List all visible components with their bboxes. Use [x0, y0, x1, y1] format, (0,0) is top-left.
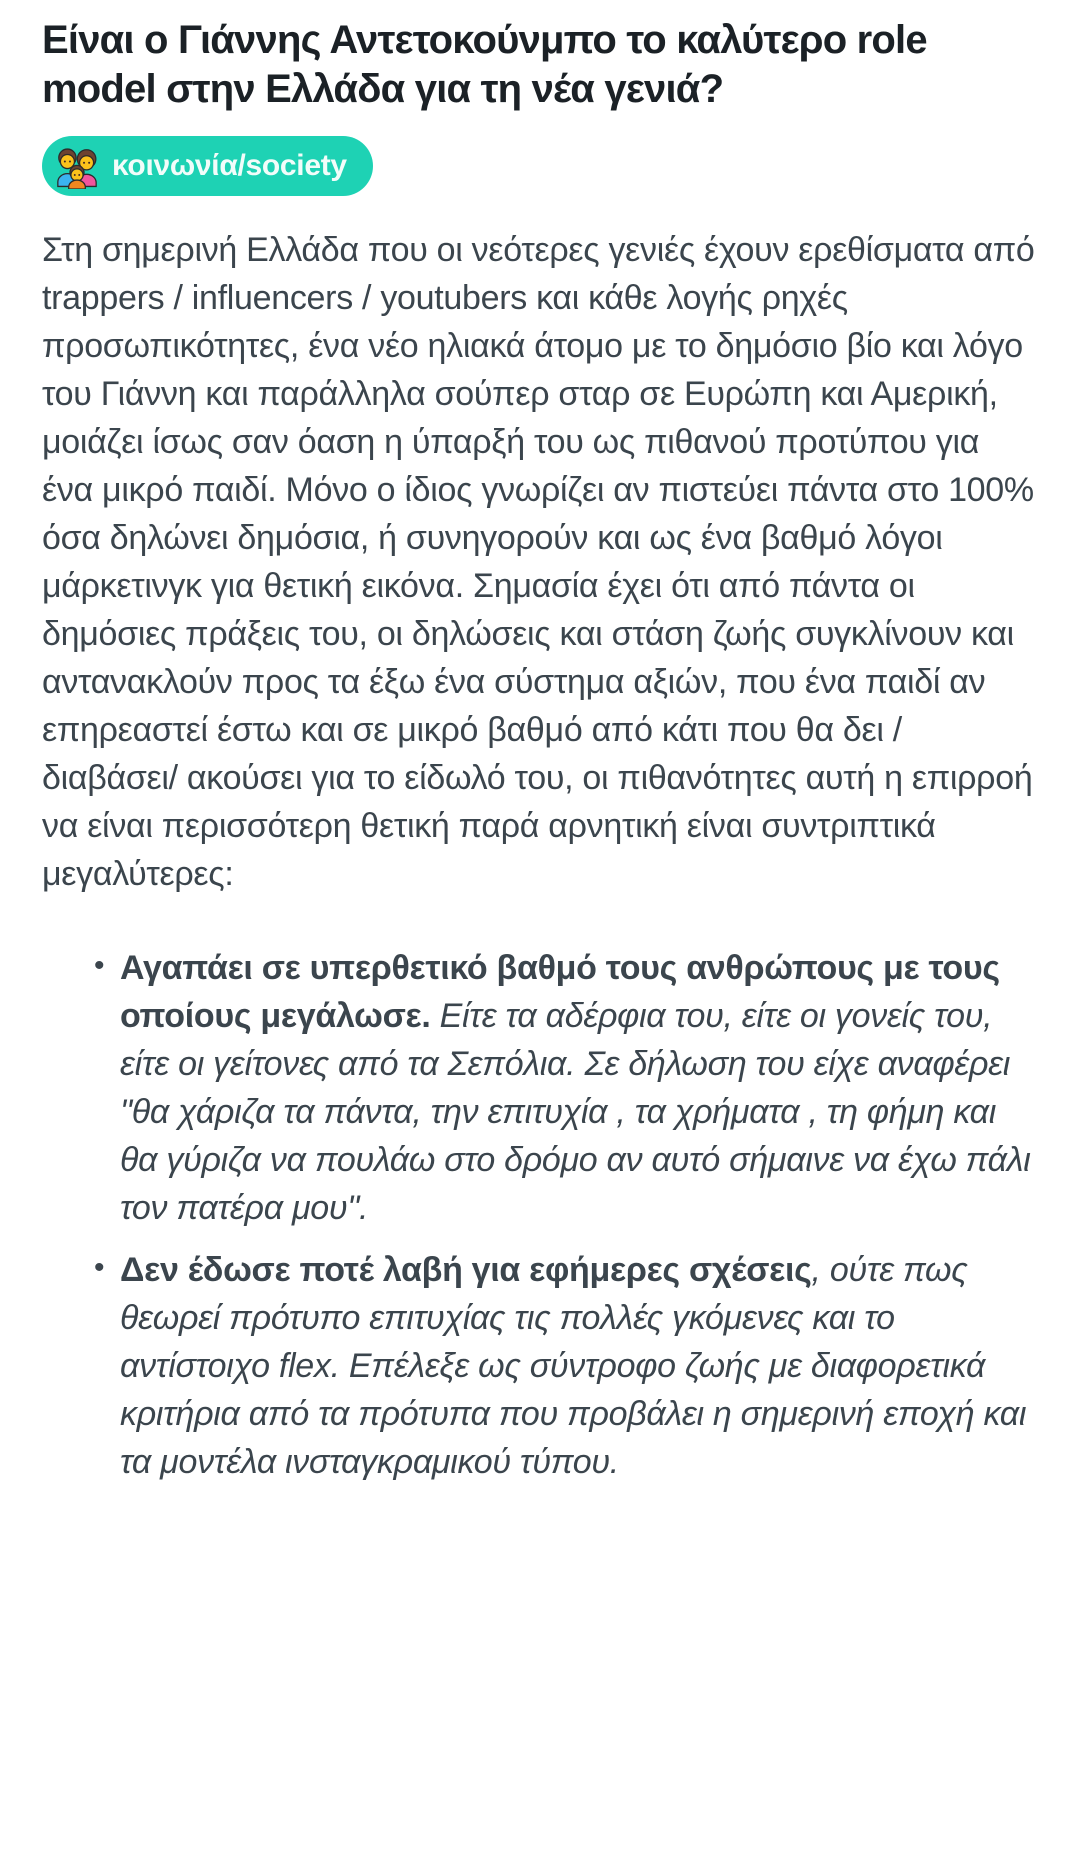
- bullet-1-italic-text: Είτε τα αδέρφια του, είτε οι γονείς του, είτε οι γείτονες από τα Σεπόλια. Σε δήλωση του είχε αναφέρει "θα χάριζα τα πάντα, την επιτυχία , τα χρήματα , τη φήμη και θα γύριζα να πουλάω στο δρόμο αν αυτό σήμαινε να έχω πάλι τον πατέρα μου".: [120, 997, 1031, 1227]
- community-badge-label: κοινωνία/society: [112, 149, 347, 182]
- family-emoji-icon: [54, 143, 100, 189]
- list-item: [94, 1246, 1038, 1486]
- post-body-paragraph: Στη σημερινή Ελλάδα που οι νεότερες γενιές έχουν ερεθίσματα από trappers / influencers / youtubers και κάθε λογής ρηχές προσωπικότητες, ένα νέο ηλιακά άτομο με το δημόσιο βίο και λόγο του Γιάννη και παράλληλα σούπερ σταρ σε Ευρώπη και Αμερική, μοιάζει ίσως σαν όαση η ύπαρξή του ως πιθανού προτύπου για ένα μικρό παιδί. Μόνο ο ίδιος γνωρίζει αν πιστεύει πάντα στο 100% όσα δηλώνει δημόσια, ή συνηγορούν και ως ένα βαθμό λόγοι μάρκετινγκ για θετική εικόνα. Σημασία έχει ότι από πάντα οι δημόσιες πράξεις του, οι δηλώσεις και στάση ζωής συγκλίνουν και αντανακλούν προς τα έξω ένα σύστημα αξιών, που ένα παιδί αν επηρεαστεί έστω και σε μικρό βαθμό από κάτι που θα δει / διαβάσει/ ακούσει για το είδωλό του, οι πιθανότητες αυτή η επιρροή να είναι περισσότερη θετική παρά αρνητική είναι συντριπτικά μεγαλύτερες:: [42, 231, 1035, 893]
- bullet-1-bold-text: Αγαπάει σε υπερθετικό βαθμό τους ανθρώπους με τους οποίους μεγάλωσε.: [120, 949, 1000, 1035]
- bullet-2-bold-text: Δεν έδωσε ποτέ λαβή για εφήμερες σχέσεις: [120, 1251, 812, 1289]
- list-item: [94, 944, 1038, 1232]
- post-bullet-list: [42, 944, 1038, 1486]
- post-title: Είναι ο Γιάννης Αντετοκούνμπο το καλύτερο role model στην Ελλάδα για τη νέα γενιά?: [42, 18, 927, 111]
- community-badge[interactable]: [42, 136, 373, 196]
- bullet-2-italic-text: , ούτε πως θεωρεί πρότυπο επιτυχίας τις πολλές γκόμενες και το αντίστοιχο flex. Επέλεξε ως σύντροφο ζωής με διαφορετικά κριτήρια από τα πρότυπα που προβάλει η σημερινή εποχή και τα μοντέλα ινσταγκραμικού τύπου.: [120, 1251, 1027, 1481]
